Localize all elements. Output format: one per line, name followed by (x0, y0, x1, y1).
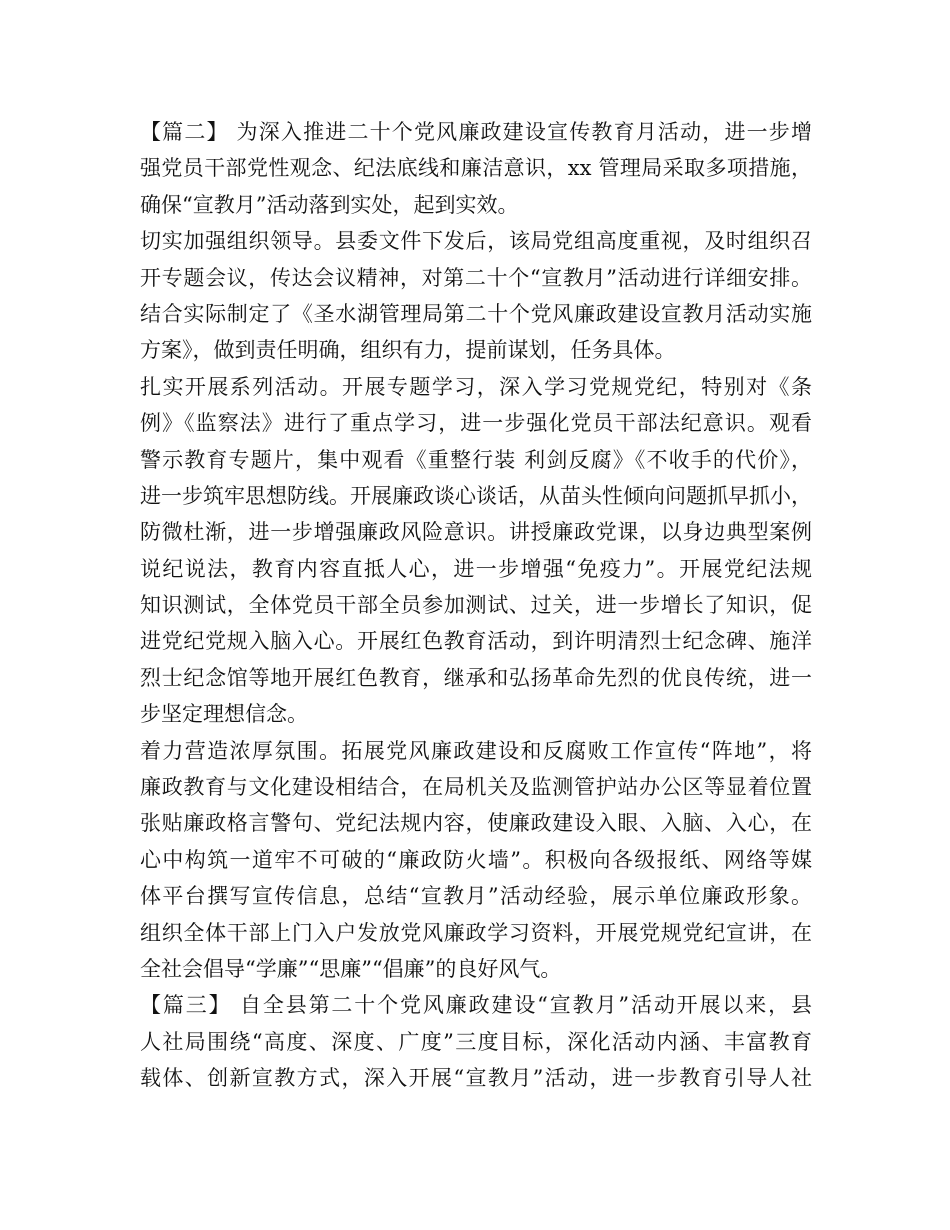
text-line: 警示教育专题片，集中观看《重整行装 利剑反腐》《不收手的代价》， (140, 447, 812, 472)
text-line: 说纪说法，教育内容直抵人心，进一步增强“免疫力”。开展党纪法规 (140, 556, 812, 581)
document-body (140, 114, 812, 1097)
text-line: 防微杜渐，进一步增强廉政风险意识。讲授廉政党课，以身边典型案例 (140, 520, 812, 545)
text-line: 全社会倡导“学廉”“思廉”“倡廉”的良好风气。 (140, 956, 562, 981)
text-line: 【篇三】 自全县第二十个党风廉政建设“宣教月”活动开展以来，县 (140, 993, 812, 1018)
text-line: 扎实开展系列活动。开展专题学习，深入学习党规党纪，特别对《条 (140, 374, 812, 399)
text-line: 人社局围绕“高度、深度、广度”三度目标，深化活动内涵、丰富教育 (140, 1029, 812, 1054)
text-line: 着力营造浓厚氛围。拓展党风廉政建设和反腐败工作宣传“阵地”，将 (140, 738, 812, 763)
text-line: 切实加强组织领导。县委文件下发后，该局党组高度重视，及时组织召 (140, 229, 812, 254)
text-line: 例》《监察法》进行了重点学习，进一步强化党员干部法纪意识。观看 (140, 411, 812, 436)
text-line: 烈士纪念馆等地开展红色教育，继承和弘扬革命先烈的优良传统，进一 (140, 665, 812, 690)
text-line: 心中构筑一道牢不可破的“廉政防火墙”。积极向各级报纸、网络等媒 (140, 847, 812, 872)
text-line: 进一步筑牢思想防线。开展廉政谈心谈话，从苗头性倾向问题抓早抓小， (140, 483, 812, 508)
text-line: 强党员干部党性观念、纪法底线和廉洁意识，xx 管理局采取多项措施， (140, 156, 812, 181)
text-line: 组织全体干部上门入户发放党风廉政学习资料，开展党规党纪宣讲，在 (140, 920, 812, 945)
text-line: 【篇二】 为深入推进二十个党风廉政建设宣传教育月活动，进一步增 (140, 120, 812, 144)
text-line: 开专题会议，传达会议精神，对第二十个“宣教月”活动进行详细安排。 (140, 265, 812, 290)
text-line: 廉政教育与文化建设相结合，在局机关及监测管护站办公区等显着位置 (140, 775, 812, 800)
text-line: 进党纪党规入脑入心。开展红色教育活动，到许明清烈士纪念碑、施洋 (140, 629, 812, 654)
text-line: 步坚定理想信念。 (140, 702, 308, 727)
text-line: 体平台撰写宣传信息，总结“宣教月”活动经验，展示单位廉政形象。 (140, 884, 812, 909)
text-line: 载体、创新宣教方式，深入开展“宣教月”活动，进一步教育引导人社 (140, 1066, 812, 1091)
text-line: 结合实际制定了《圣水湖管理局第二十个党风廉政建设宣教月活动实施 (140, 301, 812, 326)
text-line: 张贴廉政格言警句、党纪法规内容，使廉政建设入眼、入脑、入心，在 (140, 811, 812, 836)
text-line: 确保“宣教月”活动落到实处，起到实效。 (140, 192, 519, 217)
text-line: 知识测试，全体党员干部全员参加测试、过关，进一步增长了知识，促 (140, 593, 812, 618)
text-line: 方案》，做到责任明确，组织有力，提前谋划，任务具体。 (140, 338, 676, 363)
